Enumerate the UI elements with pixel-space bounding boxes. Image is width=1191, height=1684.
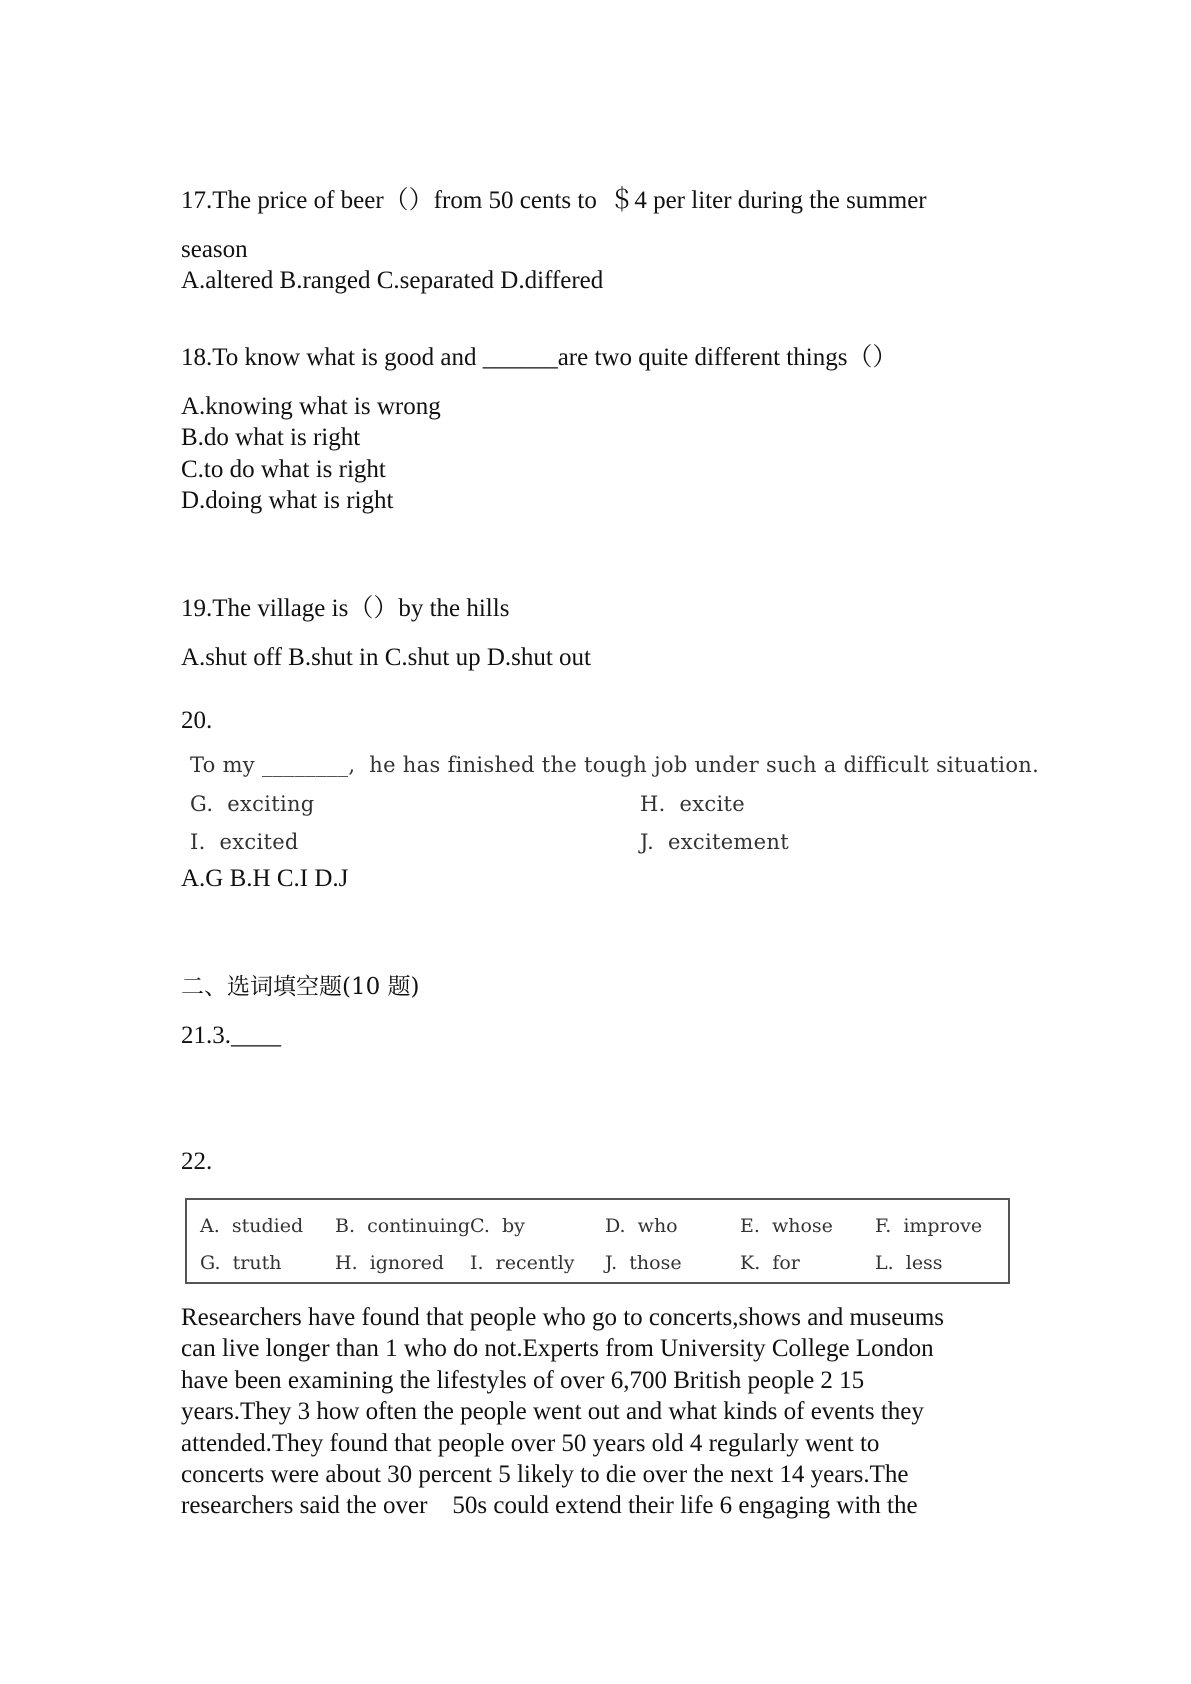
q20-options: A.G B.H C.I D.J bbox=[181, 865, 349, 892]
word-bank-item: C. by bbox=[470, 1215, 525, 1237]
word-bank-item: I. recently bbox=[470, 1252, 575, 1274]
q19-stem: 19.The village is（）by the hills bbox=[181, 595, 510, 622]
word-bank-item: D. who bbox=[605, 1215, 678, 1237]
q17-stem-line1: 17.The price of beer（）from 50 cents to ＄4 per liter during the summer bbox=[181, 187, 927, 214]
passage-line: Researchers have found that people who go to concerts,shows and museums bbox=[181, 1304, 945, 1331]
passage-line: can live longer than 1 who do not.Experts from University College London bbox=[181, 1335, 934, 1363]
passage-line: researchers said the over 50s could extend their life 6 engaging with the bbox=[181, 1492, 918, 1520]
q18-option-d: D.doing what is right bbox=[181, 487, 394, 514]
q22-number: 22. bbox=[181, 1148, 213, 1175]
q17-stem-line2: season bbox=[181, 236, 248, 263]
q18-option-b: B.do what is right bbox=[181, 424, 361, 451]
word-bank-item: H. ignored bbox=[335, 1252, 445, 1274]
q20-number: 20. bbox=[181, 707, 213, 734]
q21: 21.3.____ bbox=[181, 1022, 281, 1049]
q19-options: A.shut off B.shut in C.shut up D.shut out bbox=[181, 644, 591, 671]
word-bank-item: K. for bbox=[740, 1252, 800, 1274]
q18-option-a: A.knowing what is wrong bbox=[181, 393, 441, 420]
word-bank-item: E. whose bbox=[740, 1215, 833, 1237]
q20-scan-sentence: To my ________, he has finished the tough job under such a difficult situation. bbox=[190, 753, 1040, 777]
passage-line: concerts were about 30 percent 5 likely to die over the next 14 years.The bbox=[181, 1461, 909, 1489]
word-bank-box bbox=[185, 1198, 1010, 1284]
q20-scan-option-h: H. excite bbox=[640, 792, 745, 816]
q18-option-c: C.to do what is right bbox=[181, 456, 386, 483]
passage bbox=[181, 1302, 1021, 1522]
section2-heading: 二、选词填空题(10 题) bbox=[181, 974, 420, 1000]
word-bank-item: L. less bbox=[875, 1252, 943, 1274]
word-bank-item: A. studied bbox=[200, 1215, 304, 1237]
q20-scan-option-j: J. excitement bbox=[640, 830, 789, 854]
word-bank-item: F. improve bbox=[875, 1215, 983, 1237]
q17-options: A.altered B.ranged C.separated D.differed bbox=[181, 267, 604, 294]
q18-stem: 18.To know what is good and ______are two quite different things（） bbox=[181, 344, 898, 371]
word-bank-item: B. continuing bbox=[335, 1215, 471, 1237]
passage-line: attended.They found that people over 50 years old 4 regularly went to bbox=[181, 1429, 880, 1457]
q20-scan-option-g: G. exciting bbox=[190, 792, 315, 816]
word-bank-item: G. truth bbox=[200, 1252, 282, 1274]
passage-line: have been examining the lifestyles of over 6,700 British people 2 15 bbox=[181, 1366, 865, 1394]
q20-scan-option-i: I. excited bbox=[190, 830, 299, 854]
word-bank-item: J. those bbox=[605, 1252, 682, 1274]
passage-line: years.They 3 how often the people went out and what kinds of events they bbox=[181, 1398, 924, 1426]
